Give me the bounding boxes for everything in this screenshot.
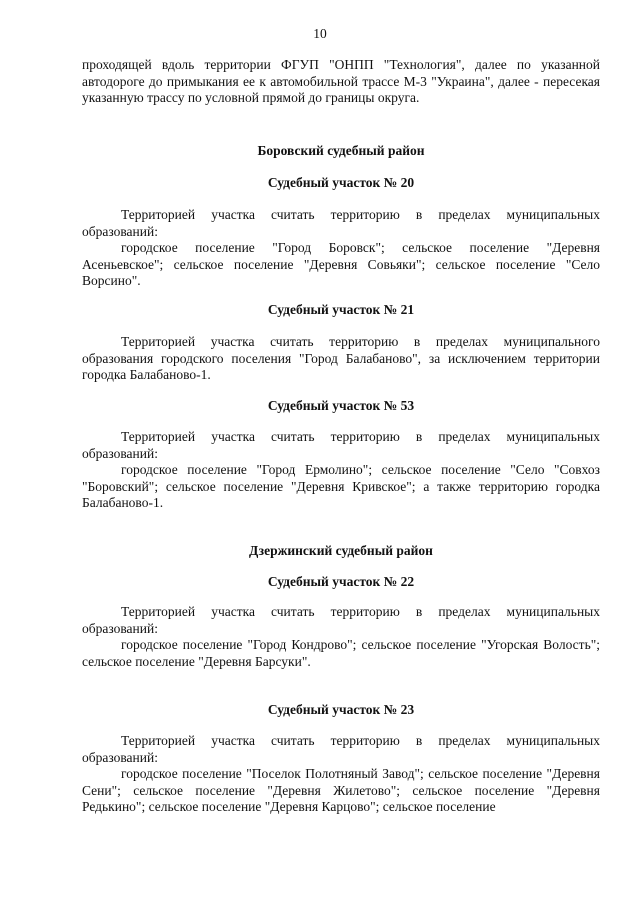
- district-heading-dzerzhinsky: Дзержинский судебный район: [249, 543, 433, 558]
- plot-title-22: Судебный участок № 22: [267, 574, 415, 589]
- district-heading-borovsky: Боровский судебный район: [257, 143, 425, 158]
- plot-23-body: городское поселение "Поселок Полотняный Завод"; сельское поселение "Деревня Сени"; сельское поселение "Деревня Жилетово"; сельское поселение "Деревня Редькино"; сельское поселение "Деревня Карцово"; сельское поселение: [82, 766, 600, 815]
- intro-paragraph: проходящей вдоль территории ФГУП "ОНПП "Технология", далее по указанной автодороге до примыкания ее к автомобильной трассе М-3 "Украина", далее - пересекая указанную трассу по условной прямой до границы округа.: [82, 57, 600, 106]
- plot-22-body: городское поселение "Город Кондрово"; сельское поселение "Угорская Волость"; сельское поселение "Деревня Барсуки".: [82, 637, 600, 669]
- plot-title-21: Судебный участок № 21: [267, 302, 415, 317]
- plot-53-lead: Территорией участка считать территорию в пределах муниципальных образований:: [82, 429, 600, 461]
- plot-title-23: Судебный участок № 23: [267, 702, 415, 717]
- plot-20-body: городское поселение "Город Боровск"; сельское поселение "Деревня Асеньевское"; сельское поселение "Деревня Совьяки"; сельское поселение "Село Ворсино".: [82, 240, 600, 289]
- plot-21-lead: Территорией участка считать территорию в пределах муниципального образования городского поселения "Город Балабаново", за исключением территории городка Балабаново-1.: [82, 334, 600, 383]
- page-number: 10: [313, 26, 327, 41]
- plot-23-lead: Территорией участка считать территорию в пределах муниципальных образований:: [82, 733, 600, 765]
- plot-title-53: Судебный участок № 53: [267, 398, 415, 413]
- plot-53-body: городское поселение "Город Ермолино"; сельское поселение "Село "Совхоз "Боровский"; сельское поселение "Деревня Кривское"; а также территорию городка Балабаново-1.: [82, 462, 600, 511]
- plot-title-20: Судебный участок № 20: [267, 175, 415, 190]
- plot-22-lead: Территорией участка считать территорию в пределах муниципальных образований:: [82, 604, 600, 636]
- plot-20-lead: Территорией участка считать территорию в пределах муниципальных образований:: [82, 207, 600, 239]
